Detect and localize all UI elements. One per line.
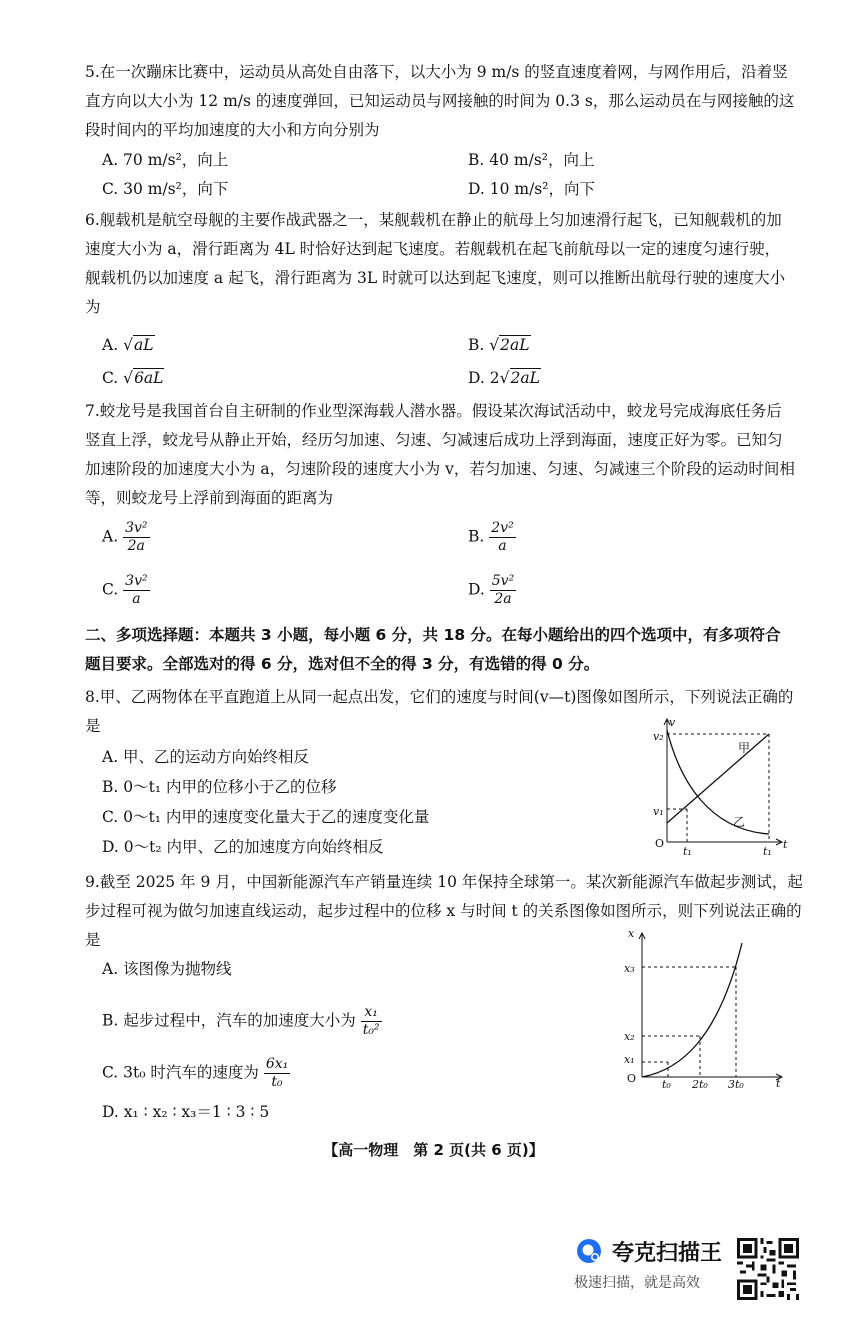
fraction: $\frac{\text{3v²}}{2a}$ (125, 520, 148, 554)
x3-label: x₃ (624, 962, 635, 975)
q9-option-c: C. 3t₀ 时汽车的速度为 $\frac{\text{6x₁}}{\text{t₀}}$ (102, 1056, 289, 1090)
sqrt-expression: √2aL (499, 369, 540, 387)
x1-label: x₁ (624, 1053, 635, 1066)
t2-label: t₁ (763, 845, 772, 858)
q7-option-d: D. $\frac{\text{5v²}}{2a}$ (468, 573, 515, 607)
curve-yi (667, 730, 769, 834)
q9-option-d: D. x₁ ∶ x₂ ∶ x₃＝1 ∶ 3 ∶ 5 (102, 1103, 270, 1121)
fraction: $\frac{\text{5v²}}{2a}$ (491, 573, 515, 607)
xt-curve (642, 943, 742, 1077)
q6-option-a: A. √aL (102, 336, 154, 354)
brand-slogan: 极速扫描，就是高效 (574, 1275, 700, 1291)
q8-option-c: C. 0～t₁ 内甲的速度变化量大于乙的速度变化量 (102, 808, 430, 826)
brand-name: 夸克扫描王 (612, 1241, 723, 1266)
sqrt-expression: √aL (123, 336, 154, 354)
label-jia: 甲 (738, 741, 751, 755)
page-footer: 【高一物理 第 2 页(共 6 页)】 (323, 1141, 544, 1159)
q9-option-b: B. 起步过程中，汽车的加速度大小为 $\frac{\text{x₁}}{\text{t₀²}}$ (102, 1004, 380, 1038)
qr-code-icon (737, 1238, 799, 1300)
fraction: $\frac{\text{x₁}}{\text{t₀²}}$ (362, 1004, 380, 1038)
question-9-stem: 9.截至 2025 年 9 月，中国新能源汽车产销量连续 10 年保持全球第一。某次新能源汽车做起步测试，起步过程可视为做匀加速直线运动，起步过程中的位移 x 与时间 t 的关系图像如图所示，则下列说法正确的是 (85, 873, 803, 949)
section-2-heading: 二、多项选择题：本题共 3 小题，每小题 6 分，共 18 分。在每小题给出的四个选项中，有多项符合题目要求。全部选对的得 6 分，选对但不全的得 3 分，有选错的得 0 分。 (85, 626, 781, 673)
sqrt-expression: √6aL (123, 369, 164, 387)
q7-option-b: B. $\frac{\text{2v²}}{a}$ (468, 520, 514, 554)
t0-label: t₀ (662, 1078, 671, 1090)
fraction: $\frac{\text{3v²}}{a}$ (125, 573, 148, 607)
v2-label: v₂ (653, 730, 664, 743)
q5-option-b: B. 40 m/s²，向上 (468, 151, 595, 169)
line-jia (667, 734, 769, 823)
scanner-watermark (574, 1232, 734, 1300)
q9-option-a: A. 该图像为抛物线 (102, 960, 232, 978)
v-axis-label: v (669, 716, 676, 729)
q5-option-d: D. 10 m/s²，向下 (468, 180, 595, 198)
q5-option-a: A. 70 m/s²，向上 (102, 151, 229, 169)
q8-option-b: B. 0～t₁ 内甲的位移小于乙的位移 (102, 778, 337, 796)
q6-option-b: B. √2aL (468, 336, 530, 354)
fraction: $\frac{\text{6x₁}}{\text{t₀}}$ (265, 1056, 289, 1090)
origin-label: O (655, 837, 665, 850)
q8-vt-graph (640, 712, 790, 862)
origin-label: O (627, 1072, 637, 1085)
q6-option-c: C. √6aL (102, 369, 164, 387)
q8-option-d: D. 0～t₂ 内甲、乙的加速度方向始终相反 (102, 838, 384, 856)
x-axis-label: x (628, 927, 635, 940)
q9-xt-graph (620, 925, 790, 1090)
q7-option-a: A. $\frac{\text{3v²}}{2a}$ (102, 520, 148, 554)
x2-label: x₂ (624, 1030, 635, 1043)
q5-option-c: C. 30 m/s²，向下 (102, 180, 229, 198)
v1-label: v₁ (653, 805, 664, 818)
question-6-stem: 6.舰载机是航空母舰的主要作战武器之一，某舰载机在静止的航母上匀加速滑行起飞，已知舰载机的加速度大小为 a，滑行距离为 4L 时恰好达到起飞速度。若舰载机在起飞前航母以一定的速度匀速行驶，舰载机仍以加速度 a 起飞，滑行距离为 3L 时就可以达到起飞速度，则可以推断出航母行驶的速度大小为 (85, 211, 786, 316)
quark-logo-icon (574, 1236, 604, 1266)
sqrt-expression: √2aL (489, 336, 530, 354)
t-axis-label: t (783, 838, 788, 851)
t1-label: t₁ (683, 845, 692, 858)
q6-option-d: D. 2√2aL (468, 369, 540, 387)
q8-option-a: A. 甲、乙的运动方向始终相反 (102, 748, 310, 766)
t-axis-label: t (776, 1077, 781, 1090)
q7-option-c: C. $\frac{\text{3v²}}{a}$ (102, 573, 148, 607)
question-5-stem: 5.在一次蹦床比赛中，运动员从高处自由落下，以大小为 9 m/s 的竖直速度着网，与网作用后，沿着竖直方向以大小为 12 m/s 的速度弹回，已知运动员与网接触的时间为 0.3 s，那么运动员在与网接触的这段时间内的平均加速度的大小和方向分别为 (85, 63, 795, 139)
2t0-label: 2t₀ (692, 1078, 708, 1090)
question-7-stem: 7.蛟龙号是我国首台自主研制的作业型深海载人潜水器。假设某次海试活动中，蛟龙号完成海底任务后竖直上浮，蛟龙号从静止开始，经历匀加速、匀速、匀减速后成功上浮到海面，速度正好为零。已知匀加速阶段的加速度大小为 a，匀速阶段的速度大小为 v，若匀加速、匀速、匀减速三个阶段的运动时间相等，则蛟龙号上浮前到海面的距离为 (85, 402, 795, 507)
fraction: $\frac{\text{2v²}}{a}$ (491, 520, 514, 554)
label-yi: 乙 (733, 815, 746, 829)
question-8-stem: 8.甲、乙两物体在平直跑道上从同一起点出发，它们的速度与时间(v—t)图像如图所示，下列说法正确的是 (85, 688, 794, 735)
3t0-label: 3t₀ (728, 1078, 744, 1090)
